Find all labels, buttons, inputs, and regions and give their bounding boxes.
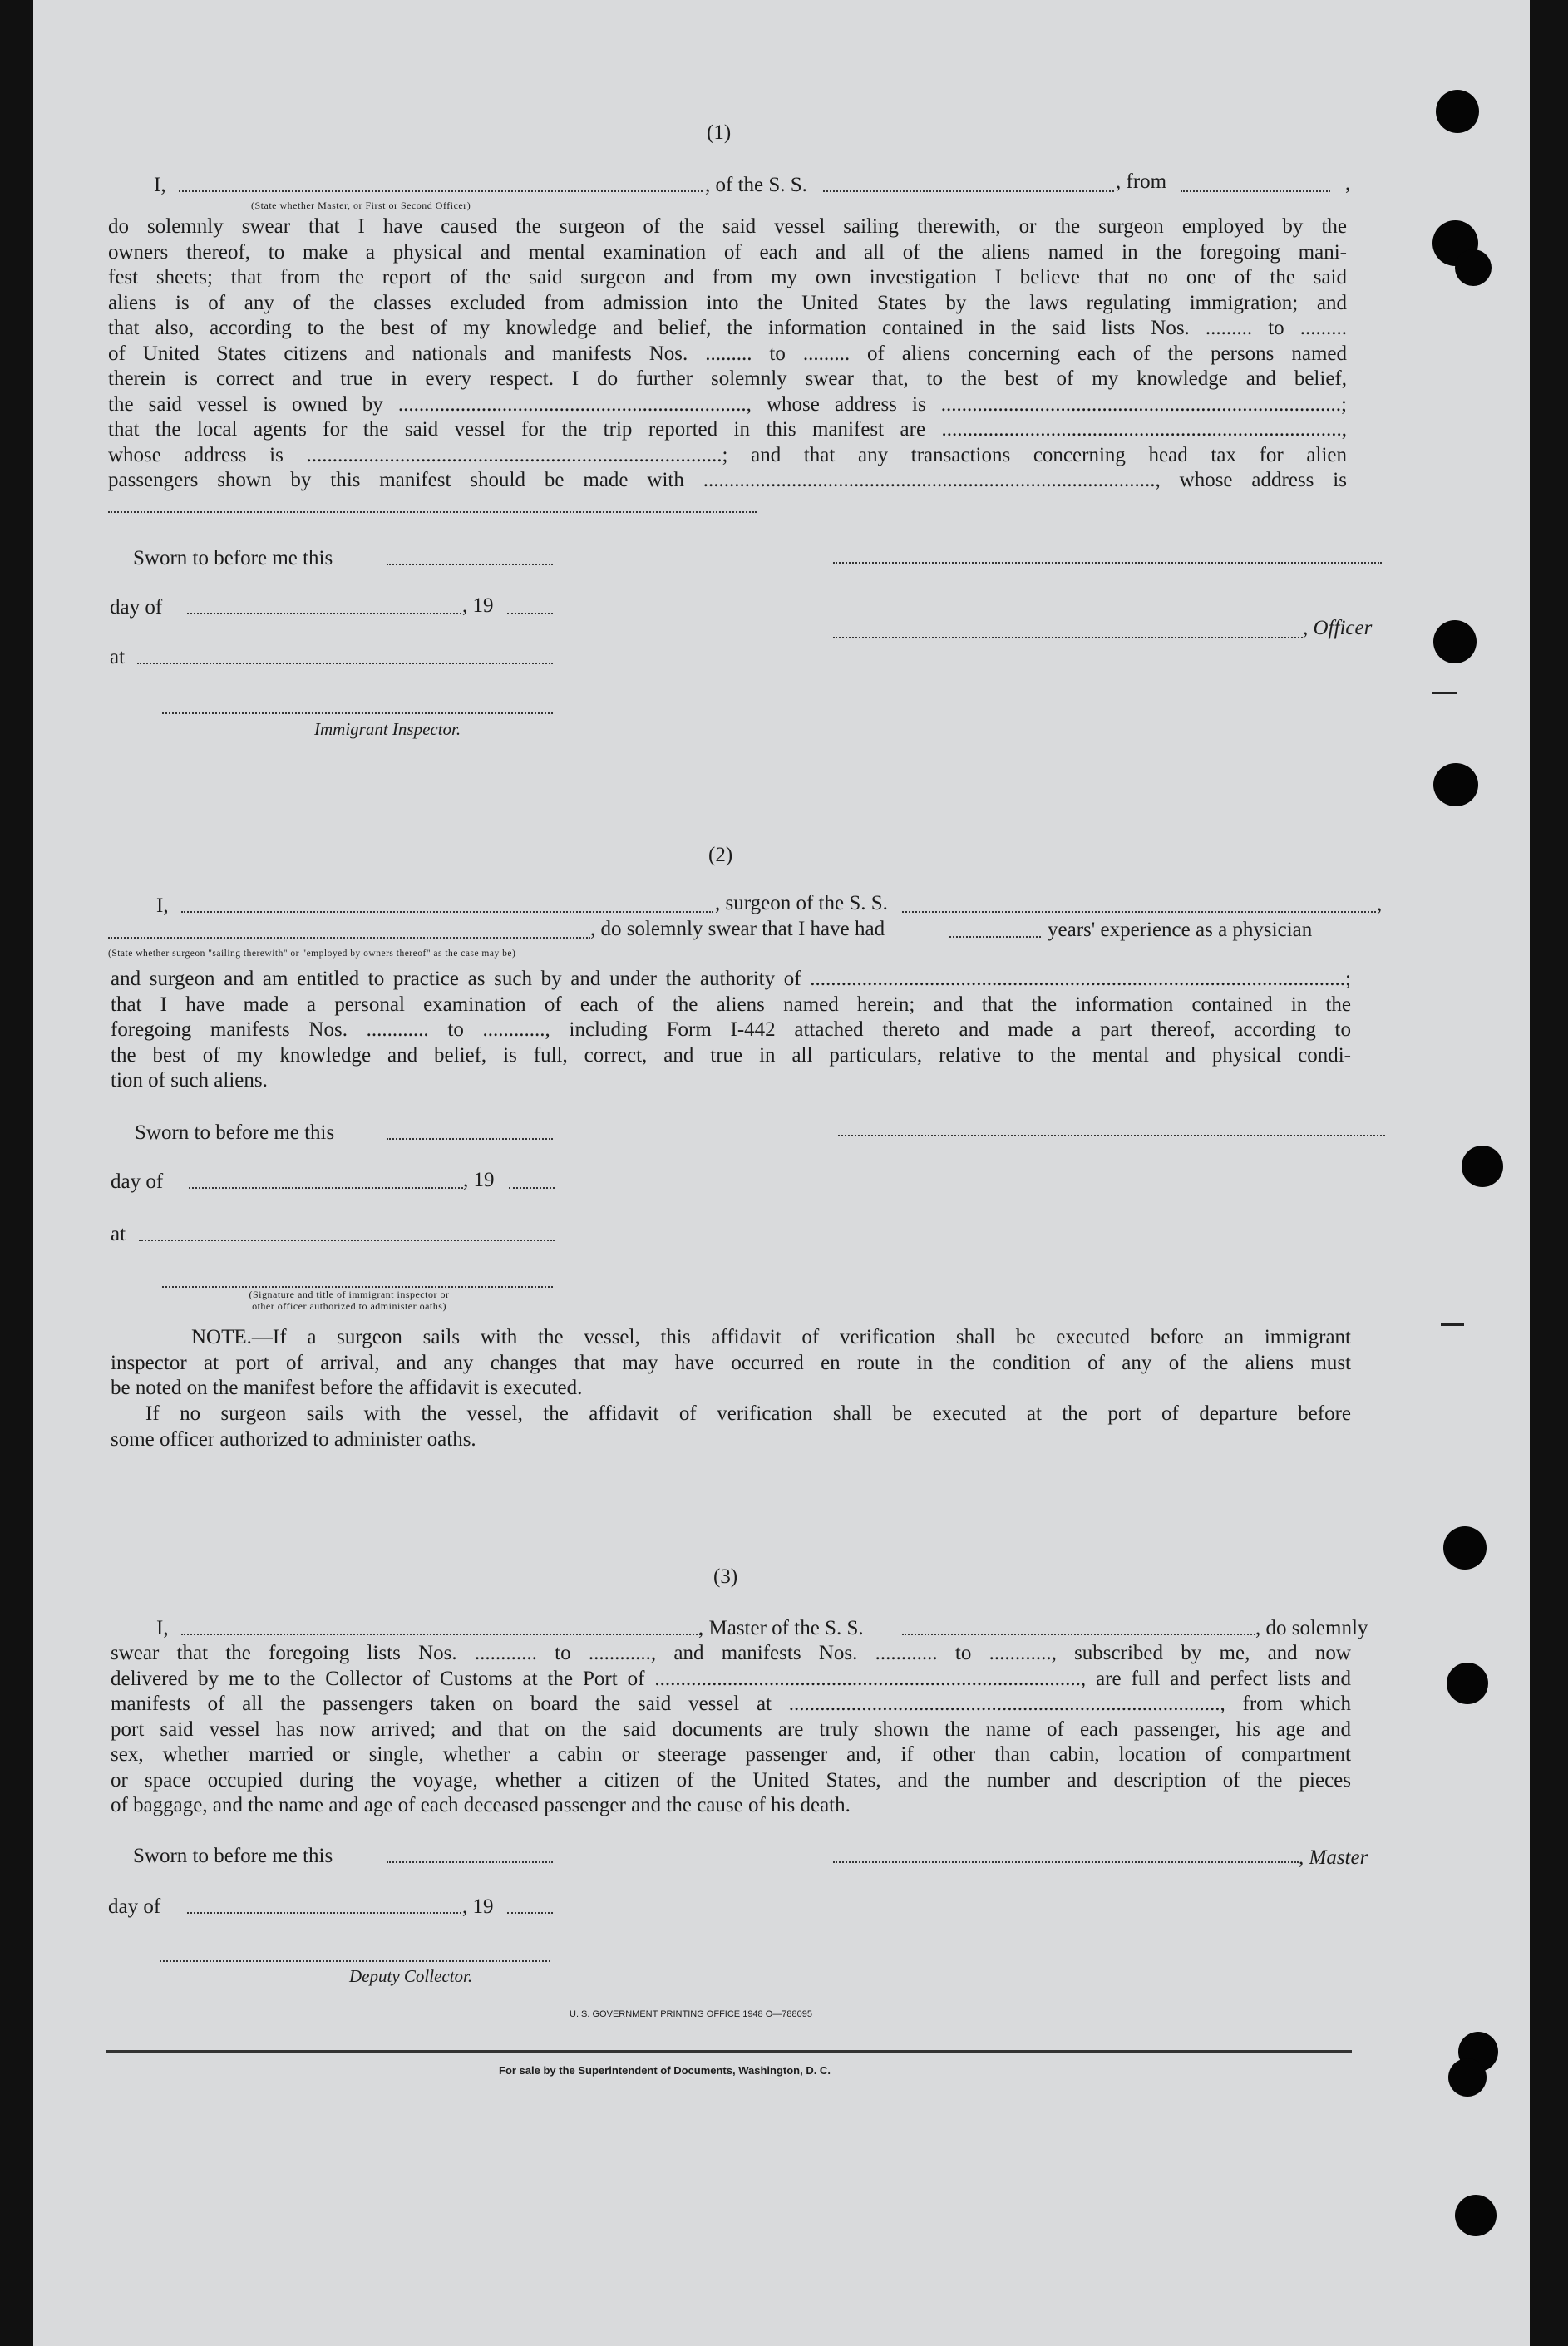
officer-label: , Officer — [1303, 617, 1373, 639]
s1-line: whose address is ................................................................................; and that any transactions concerning head tax for alien — [108, 443, 1347, 466]
signature-note-line2: other officer authorized to administer oaths) — [252, 1300, 446, 1312]
s1-line: that the local agents for the said vessel for the trip reported in this manifest are ............................................................................., — [108, 418, 1347, 441]
master-name-field-3[interactable] — [181, 1634, 701, 1635]
note-line: be noted on the manifest before the affidavit is executed. — [111, 1377, 583, 1399]
punch-hole — [1455, 249, 1492, 286]
s3-line: swear that the foregoing lists Nos. ............ to ............, and manifests Nos. ............ to ............, subscribed by me, and now — [111, 1642, 1351, 1664]
year-field[interactable] — [507, 613, 553, 614]
officer-signature-field[interactable] — [833, 562, 1382, 564]
s1-line: that also, according to the best of my knowledge and belief, the information contained in the said lists Nos. ......... to ......... — [108, 317, 1347, 339]
s1-line: the said vessel is owned by ..................................................................., whose address is .............................................................................; — [108, 392, 1347, 416]
master-signature-field[interactable] — [833, 1861, 1299, 1863]
s3-line: of baggage, and the name and age of each deceased passenger and the cause of his death. — [111, 1794, 851, 1816]
punch-hole — [1455, 2195, 1497, 2236]
departure-port-field[interactable] — [1181, 190, 1330, 192]
section-2-line1-end: , — [1377, 893, 1383, 915]
note-line: If no surgeon sails with the vessel, the affidavit of verification shall be executed at the port of departure before — [145, 1402, 1351, 1425]
signature-note-line1: (Signature and title of immigrant inspector or — [249, 1289, 450, 1300]
month-field-3[interactable] — [187, 1912, 461, 1914]
surgeon-type-note: (State whether surgeon "sailing therewith" or "employed by owners thereof" as the case may be) — [108, 949, 516, 959]
punch-hole — [1436, 90, 1479, 133]
surgeon-vessel-field[interactable] — [902, 911, 1376, 913]
vessel-name-field-3[interactable] — [902, 1634, 1255, 1635]
do-solemnly: , do solemnly — [1255, 1617, 1368, 1639]
s1-line: of United States citizens and nationals and manifests Nos. ......... to ......... of aliens concerning each of the persons named — [108, 342, 1347, 365]
surgeon-signature-field[interactable] — [838, 1135, 1385, 1136]
section-1-from: , from — [1116, 170, 1167, 193]
note-line: inspector at port of arrival, and any changes that may have occurred en route in the condition of any of the aliens must — [111, 1351, 1351, 1374]
punch-hole — [1433, 620, 1477, 663]
s1-line: do solemnly swear that I have caused the surgeon of the said vessel sailing therewith, or the surgeon employed by the — [108, 215, 1347, 238]
at-label-2: at — [111, 1223, 126, 1245]
years-experience-field[interactable] — [949, 936, 1041, 938]
manifest-verification-form — [33, 0, 1530, 2346]
deputy-collector-label: Deputy Collector. — [349, 1966, 473, 1986]
year-label: , 19 — [462, 594, 494, 617]
punch-hole — [1447, 1663, 1488, 1704]
s1-line: passengers shown by this manifest should be made with ......................................................................................., whose address is — [108, 469, 1347, 491]
inspector-signature-field[interactable] — [162, 712, 553, 714]
s3-line: sex, whether married or single, whether a cabin or steerage passenger and, if other than cabin, location of compartment — [111, 1743, 1351, 1766]
punch-hole — [1433, 763, 1478, 806]
punch-hole — [1443, 1526, 1487, 1570]
year-label-3: , 19 — [462, 1895, 494, 1918]
s1-line: therein is correct and true in every respect. I do further solemnly swear that, to the best of my knowledge and belief, — [108, 367, 1347, 390]
s2-line: the best of my knowledge and belief, is full, correct, and true in all particulars, relative to the mental and physical condi- — [111, 1043, 1351, 1067]
for-sale-imprint: For sale by the Superintendent of Documents, Washington, D. C. — [499, 2064, 831, 2077]
s2-line: tion of such aliens. — [111, 1069, 268, 1092]
section-1-line1-end: , — [1345, 172, 1351, 195]
section-3-body — [111, 1641, 1351, 1819]
day-of-label-3: day of — [108, 1895, 161, 1918]
immigrant-inspector-label: Immigrant Inspector. — [314, 719, 461, 739]
sworn-date-field[interactable] — [387, 564, 553, 565]
at-label: at — [110, 646, 126, 668]
s3-line: delivered by me to the Collector of Customs at the Port of .................................................................................., are full and perfect lists and — [111, 1667, 1351, 1690]
s3-line: manifests of all the passengers taken on board the said vessel at ..................................................................................., from which — [111, 1693, 1351, 1715]
punch-hole — [1448, 2058, 1487, 2097]
s3-line: or space occupied during the voyage, whether a citizen of the United States, and the number and description of the pieces — [111, 1768, 1351, 1792]
year-field-2[interactable] — [509, 1187, 555, 1189]
year-field-3[interactable] — [507, 1912, 553, 1914]
section-1-of-ss: , of the S. S. — [705, 174, 807, 196]
section-2-line1-start: I, — [156, 895, 169, 917]
sworn-label: Sworn to before me this — [133, 547, 333, 569]
officer-rank-note: (State whether Master, or First or Second Officer) — [251, 200, 471, 211]
section-2-number: (2) — [708, 844, 733, 866]
month-field-2[interactable] — [189, 1187, 463, 1189]
section-3-line1-start: I, — [156, 1617, 169, 1639]
sworn-label-2: Sworn to before me this — [135, 1121, 335, 1144]
inspector-signature-field-2[interactable] — [162, 1286, 553, 1288]
location-field-2[interactable] — [139, 1240, 555, 1241]
section-2-body — [111, 967, 1351, 1094]
master-name-field[interactable] — [179, 190, 703, 192]
day-of-label: day of — [110, 596, 163, 619]
years-experience-label: years' experience as a physician — [1048, 919, 1313, 941]
surgeon-name-field[interactable] — [181, 911, 713, 913]
s3-line: port said vessel has now arrived; and that on the said documents are truly shown the name of each passenger, his age and — [111, 1718, 1351, 1741]
section-1-number: (1) — [707, 121, 732, 144]
deputy-signature-field[interactable] — [160, 1960, 550, 1962]
s2-line: that I have made a personal examination of each of the aliens named herein; and that the information contained in the — [111, 993, 1351, 1016]
officer-name-field[interactable] — [833, 637, 1303, 638]
sworn-label-3: Sworn to before me this — [133, 1845, 333, 1867]
section-1-body — [108, 214, 1347, 494]
s1-line: owners thereof, to make a physical and mental examination of each and all of the aliens named in the foregoing mani- — [108, 240, 1347, 264]
margin-tick — [1432, 692, 1457, 694]
year-label-2: , 19 — [463, 1169, 495, 1191]
sworn-date-field-2[interactable] — [387, 1138, 553, 1140]
surgeon-of-ss: , surgeon of the S. S. — [715, 892, 888, 914]
s2-line: foregoing manifests Nos. ............ to ............, including Form I-442 attached thereto and made a part thereof, according to — [111, 1018, 1351, 1041]
surgeon-swear: , do solemnly swear that I have had — [590, 918, 885, 940]
vessel-name-field[interactable] — [823, 190, 1114, 192]
master-of-ss: , Master of the S. S. — [698, 1617, 864, 1639]
margin-tick — [1441, 1323, 1464, 1326]
s1-line: fest sheets; that from the report of the said surgeon and from my own investigation I believe that no one of the said — [108, 266, 1347, 288]
surgeon-type-field[interactable] — [108, 937, 590, 939]
location-field[interactable] — [137, 663, 553, 664]
s2-line: and surgeon and am entitled to practice as such by and under the authority of .......................................................................................................; — [111, 968, 1351, 990]
address-continuation-field[interactable] — [108, 511, 757, 513]
footer-rule — [106, 2050, 1352, 2053]
punch-hole — [1462, 1146, 1503, 1187]
surgeon-note-paragraph — [111, 1325, 1351, 1402]
day-of-label-2: day of — [111, 1171, 164, 1193]
s1-line: aliens is of any of the classes excluded from admission into the United States by the laws regulating immigration; and — [108, 291, 1347, 314]
note-line: some officer authorized to administer oaths. — [111, 1427, 476, 1451]
section-3-number: (3) — [713, 1565, 738, 1588]
month-field[interactable] — [187, 613, 461, 614]
sworn-date-field-3[interactable] — [387, 1861, 553, 1863]
note-line: NOTE.—If a surgeon sails with the vessel, this affidavit of verification shall be executed before an immigrant — [191, 1326, 1351, 1348]
section-1-line1-start: I, — [154, 174, 166, 196]
no-surgeon-paragraph — [111, 1402, 1351, 1452]
master-label: , Master — [1299, 1846, 1368, 1869]
printing-office-imprint: U. S. GOVERNMENT PRINTING OFFICE 1948 O—788095 — [570, 2009, 812, 2019]
